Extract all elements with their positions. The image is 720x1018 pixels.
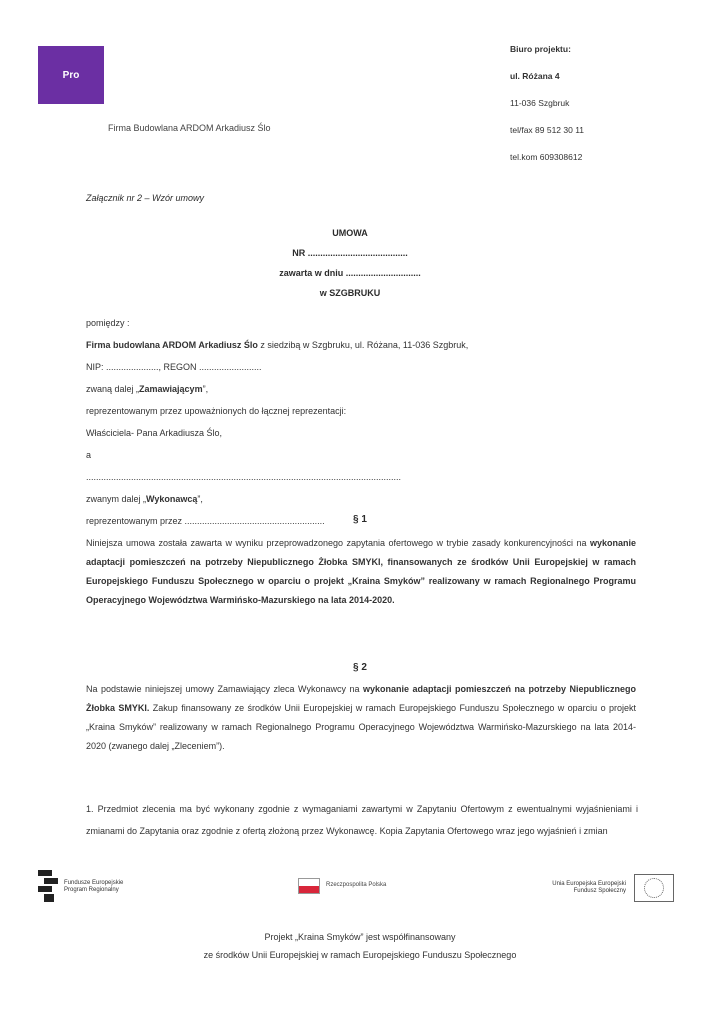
office-address [510, 44, 690, 179]
company-line [86, 340, 636, 362]
section-1-sign: § 1 [353, 514, 367, 525]
ids-line: NIP: ....................., REGON ......................... [86, 362, 262, 372]
called-ordering [86, 384, 636, 406]
list-item-1: 1. Przedmiot zlecenia ma być wykonany zgodnie z wymaganiami zawartymi w Zapytaniu Ofertowym z ewentualnymi wyjaśnieniami i zmianami do Zapytania oraz zgodnie z ofertą złożoną przez Wykonawcę. Kopia Zapytania Ofertowego wraz jego wyjaśnień i zmian [86, 804, 638, 836]
funds-logo-text: Fundusze Europejskie Program Regionalny [64, 879, 124, 893]
company-header: Firma Budowlana ARDOM Arkadiusz Ślo [108, 123, 271, 133]
called-post: ”, [202, 384, 209, 394]
eu-logo-text: Unia Europejska Europejski Fundusz Społeczny [552, 880, 626, 894]
footer-line-1: Projekt „Kraina Smyków” jest współfinansowany [264, 932, 456, 942]
called-contractor [86, 494, 636, 516]
poland-logo [298, 878, 386, 894]
and-line: a [86, 450, 92, 460]
company-name: Firma budowlana ARDOM Arkadiusz Ślo [86, 340, 258, 350]
represented-contractor: reprezentowanym przez ........................................................ [86, 516, 325, 526]
office-line: 11-036 Szgbruk [510, 98, 570, 108]
ordering-party: Zamawiającym [139, 384, 203, 394]
section-1-text-bold: wykonanie adaptacji pomieszczeń na potrzeby Niepublicznego Żłobka SMYKI, finansowanych ze środków Unii Europejskiej w ramach Europejskiego Funduszu Społecznego w oparciu o projekt „Kraina Smyków” realizowany w ramach Regionalnego Programu Operacyjnego Województwa Warmińsko-Mazurskiego na lata 2014-2020. [86, 538, 636, 605]
title-date: zawarta w dniu .............................. [279, 268, 421, 278]
between-label: pomiędzy : [86, 318, 130, 328]
section-2-text-a: Na podstawie niniejszej umowy Zamawiający zleca Wykonawcy na [86, 684, 363, 694]
logo-text: Pro [62, 69, 80, 81]
attachment-label: Załącznik nr 2 – Wzór umowy [86, 193, 205, 203]
office-line: tel/fax 89 512 30 11 [510, 125, 585, 135]
funds-logo [38, 870, 134, 904]
section-1-text-a: Niniejsza umowa została zawarta w wyniku przeprowadzonego zapytania ofertowego w trybie zasady konkurencyjności na [86, 538, 590, 548]
section-2-text-b: Zakup finansowany ze środków Unii Europejskiej w ramach Europejskiego Funduszu Społecznego w oparciu o projekt „Kraina Smyków” realizowany w ramach Regionalnego Programu Operacyjnego Województwa Warmińsko-Mazurskiego na lata 2014-2020 (zwanego dalej „Zleceniem”). [86, 703, 636, 751]
office-line: ul. Różana 4 [510, 71, 560, 81]
poland-flag-icon [298, 878, 320, 894]
poland-logo-text: Rzeczpospolita Polska [326, 882, 387, 889]
company-address: z siedzibą w Szgbruku, ul. Różana, 11-036 Szgbruk, [257, 340, 469, 350]
eu-logo [546, 874, 674, 902]
section-2-text [86, 680, 636, 756]
title-heading: UMOWA [332, 228, 368, 238]
represented-line: reprezentowanym przez upoważnionych do łącznej reprezentacji: [86, 406, 347, 416]
section-1-text [86, 534, 636, 610]
office-line: Biuro projektu: [510, 44, 571, 54]
footer-line-2: ze środków Unii Europejskiej w ramach Europejskiego Funduszu Społecznego [203, 950, 517, 960]
parties-block [86, 318, 636, 538]
owner-line: Właściciela- Pana Arkadiusza Ślo, [86, 428, 223, 438]
contractor-party: Wykonawcą [146, 494, 198, 504]
eu-flag-icon [634, 874, 674, 902]
section-2-sign: § 2 [353, 662, 367, 673]
section-2-text-bold: wykonanie adaptacji pomieszczeń na potrzeby Niepublicznego Żłobka SMYKI. [86, 684, 637, 713]
funds-mark-icon [38, 870, 58, 904]
title-place: w SZGBRUKU [319, 288, 381, 298]
blank-line: .............................................................................................................................. [86, 472, 402, 482]
footer-note [110, 928, 610, 964]
called-post: ”, [197, 494, 203, 504]
title-number: NR ........................................ [292, 248, 408, 258]
contract-title [200, 228, 500, 308]
project-logo [38, 46, 104, 104]
called-pre: zwaną dalej „ [86, 384, 140, 394]
called-pre: zwanym dalej „ [86, 494, 147, 504]
office-line: tel.kom 609308612 [510, 152, 583, 162]
